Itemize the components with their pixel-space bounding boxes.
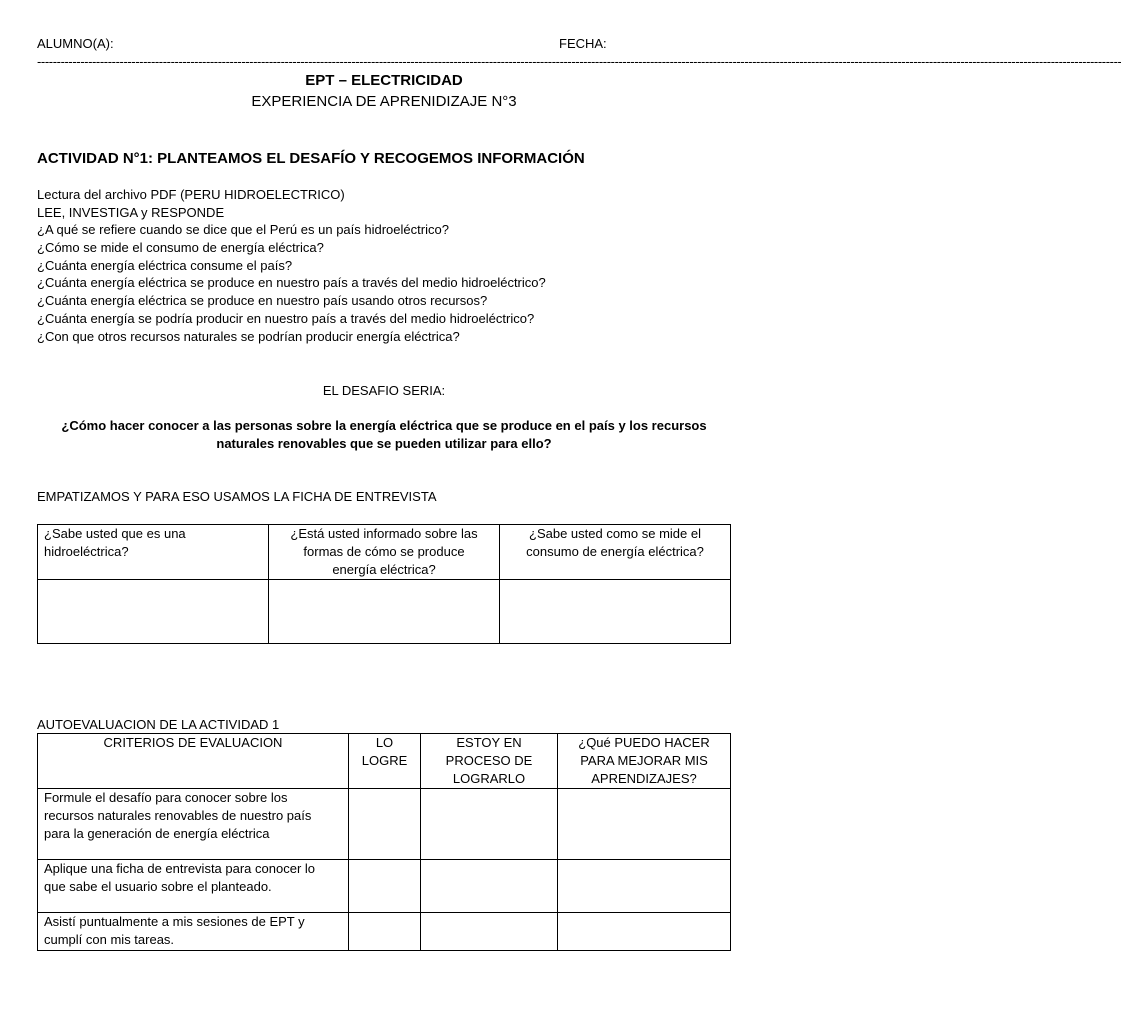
interview-question-line: energía eléctrica? [332,562,436,577]
criteria-header-text: CRITERIOS DE EVALUACION [103,735,283,750]
instruction-line: ¿Cómo se mide el consumo de energía eléctrica? [37,240,324,255]
criteria-cell [38,789,349,860]
mejorar-cell[interactable] [558,913,731,951]
interview-heading: EMPATIZAMOS Y PARA ESO USAMOS LA FICHA DE ENTREVISTA [37,489,437,504]
proceso-header-line: ESTOY EN [456,735,522,750]
instruction-line: ¿A qué se refiere cuando se dice que el Perú es un país hidroeléctrico? [37,222,449,237]
logre-header [349,734,421,789]
instruction-line: ¿Cuánta energía eléctrica consume el país? [37,258,293,273]
self-eval-table [37,733,731,951]
instruction-line: LEE, INVESTIGA y RESPONDE [37,205,225,220]
criteria-line: Aplique una ficha de entrevista para conocer lo [44,861,316,876]
proceso-header-line: LOGRARLO [452,771,526,786]
mejorar-header-line: PARA MEJORAR MIS [580,753,708,768]
criteria-header [38,734,349,789]
table-row [38,789,731,860]
criteria-line: Formule el desafío para conocer sobre los [44,790,288,805]
logre-cell[interactable] [349,860,421,913]
instruction-line: ¿Cuánta energía se podría producir en nuestro país a través del medio hidroeléctrico? [37,311,535,326]
proceso-cell[interactable] [421,913,558,951]
proceso-cell[interactable] [421,860,558,913]
criteria-line: para la generación de energía eléctrica [44,826,270,841]
instruction-line: ¿Con que otros recursos naturales se podrían producir energía eléctrica? [37,329,460,344]
interview-question-line: hidroeléctrica? [44,544,129,559]
instruction-line: ¿Cuánta energía eléctrica se produce en nuestro país a través del medio hidroeléctrico? [37,275,546,290]
proceso-header-line: PROCESO DE [445,753,533,768]
mejorar-header-line: APRENDIZAJES? [591,771,697,786]
interview-question-cell [269,525,500,580]
mejorar-header-line: ¿Qué PUEDO HACER [578,735,710,750]
mejorar-header [558,734,731,789]
desafio-question-line: naturales renovables que se pueden utilizar para ello? [216,436,552,451]
mejorar-cell[interactable] [558,860,731,913]
criteria-line: que sabe el usuario sobre el planteado. [44,879,272,894]
interview-question-line: formas de cómo se produce [303,544,465,559]
instruction-line: ¿Cuánta energía eléctrica se produce en nuestro país usando otros recursos? [37,293,488,308]
interview-table [37,524,731,644]
proceso-header [421,734,558,789]
interview-question-cell [500,525,731,580]
student-label: ALUMNO(A): [37,36,114,51]
criteria-line: Asistí puntualmente a mis sesiones de EPT y [44,914,305,929]
table-row [38,860,731,913]
logre-cell[interactable] [349,789,421,860]
logre-header-line: LO [375,735,394,750]
interview-question-line: ¿Sabe usted como se mide el [529,526,701,541]
criteria-line: cumplí con mis tareas. [44,932,175,947]
page-title: EPT – ELECTRICIDAD [305,72,463,89]
instruction-line: Lectura del archivo PDF (PERU HIDROELECTRICO) [37,187,345,202]
proceso-cell[interactable] [421,789,558,860]
page-subtitle: EXPERIENCIA DE APRENIDIZAJE N°3 [251,93,517,110]
mejorar-cell[interactable] [558,789,731,860]
desafio-question-line: ¿Cómo hacer conocer a las personas sobre la energía eléctrica que se produce en el país y los recursos [61,418,707,433]
self-eval-heading: AUTOEVALUACION DE LA ACTIVIDAD 1 [37,717,280,732]
interview-question-line: ¿Sabe usted que es una [44,526,186,541]
desafio-label: EL DESAFIO SERIA: [322,383,446,398]
interview-answer-cell[interactable] [500,580,731,644]
activity-heading: ACTIVIDAD N°1: PLANTEAMOS EL DESAFÍO Y RECOGEMOS INFORMACIÓN [37,150,585,167]
interview-answer-cell[interactable] [38,580,269,644]
logre-header-line: LOGRE [361,753,408,768]
criteria-cell [38,860,349,913]
logre-cell[interactable] [349,913,421,951]
table-row [38,913,731,951]
interview-question-line: consumo de energía eléctrica? [526,544,704,559]
criteria-line: recursos naturales renovables de nuestro país [44,808,312,823]
interview-question-line: ¿Está usted informado sobre las [290,526,478,541]
separator-dash-line: ------------------------------------------------------------------------------------------------------------------------------------------------------------------------------------------------------------------------------------------------------------------------------------ [37,54,1121,69]
criteria-cell [38,913,349,951]
interview-answer-cell[interactable] [269,580,500,644]
interview-question-cell [38,525,269,580]
date-label: FECHA: [559,36,607,51]
